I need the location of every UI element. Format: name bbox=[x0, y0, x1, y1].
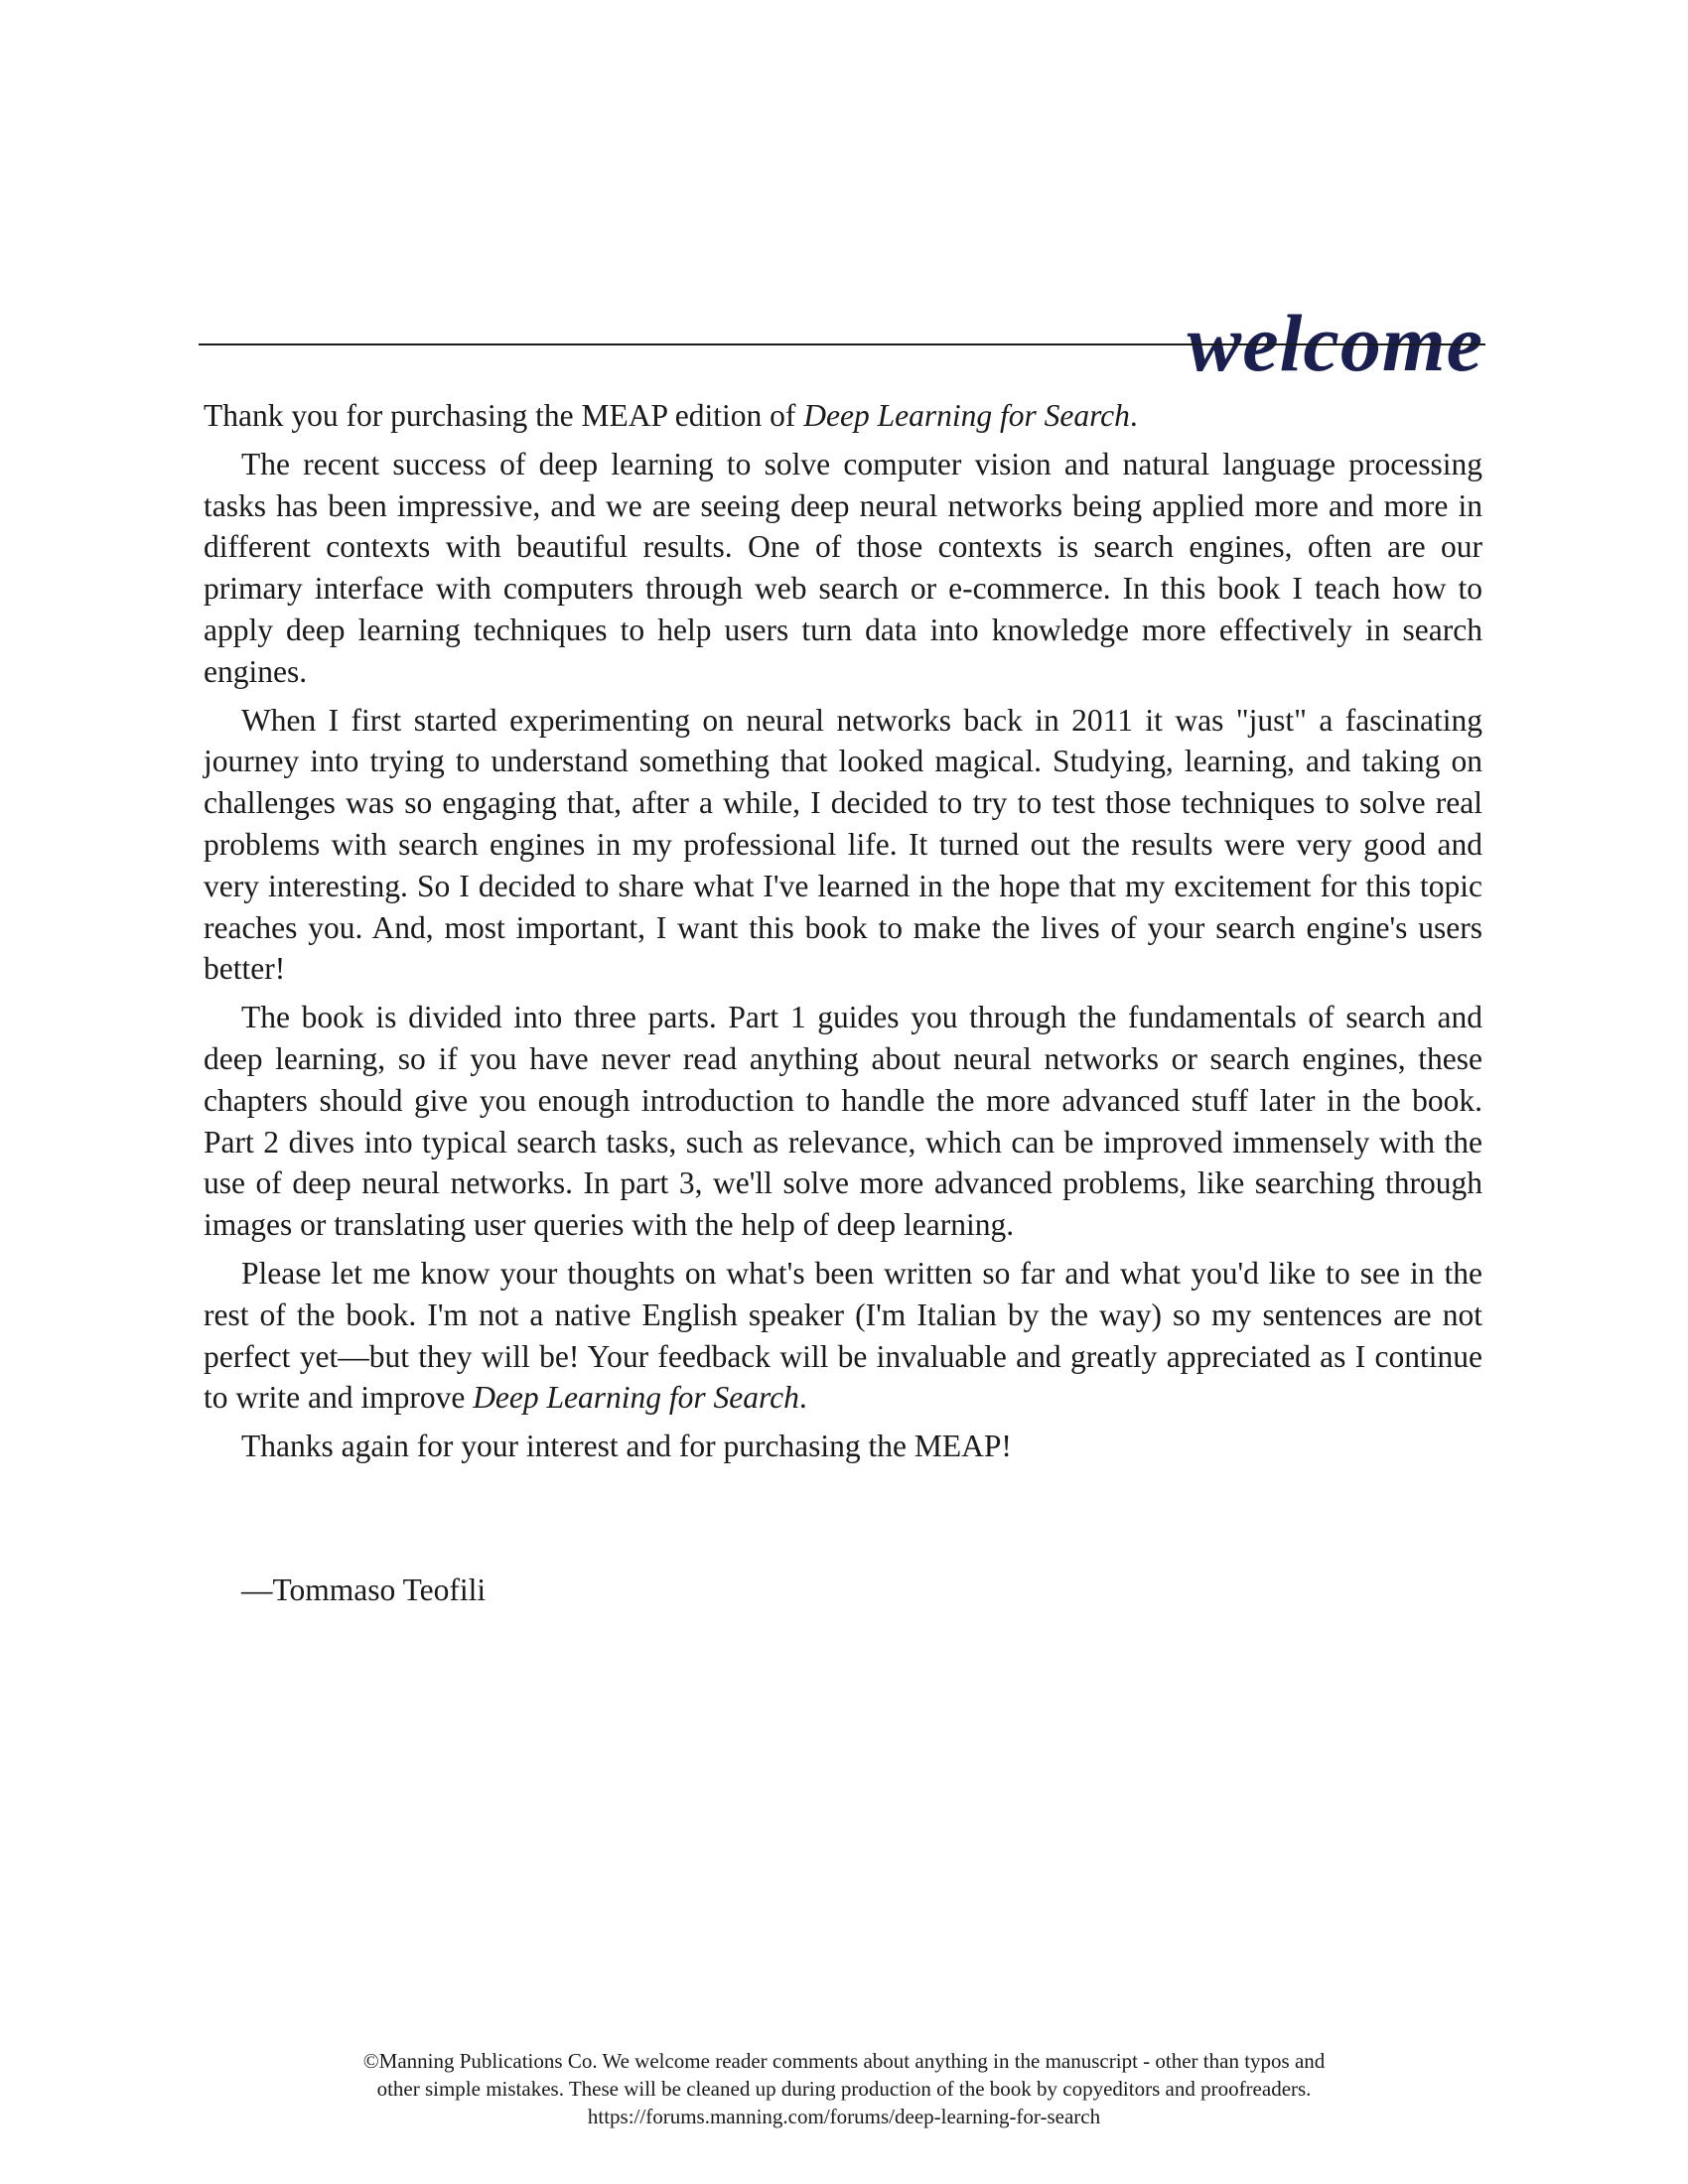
text-run: The book is divided into three parts. Part 1 guides you through the fundamentals of search and deep learning, so if you have never read anything about neural networks or search engines, these chapters should give you enough introduction to handle the more advanced stuff later in the book. Part 2 dives into typical search tasks, such as relevance, which can be improved immensely with the use of deep neural networks. In part 3, we'll solve more advanced problems, like searching through images or translating user queries with the help of deep learning. bbox=[204, 1000, 1482, 1243]
paragraph bbox=[204, 997, 1482, 1246]
forum-url: https://forums.manning.com/forums/deep-learning-for-search bbox=[587, 2105, 1101, 2128]
text-run: Thanks again for your interest and for purchasing the MEAP! bbox=[241, 1429, 1012, 1464]
paragraph-intro bbox=[204, 395, 1482, 437]
author-signature: —Tommaso Teofili bbox=[241, 1572, 487, 1607]
paragraph bbox=[204, 700, 1482, 991]
footer-line: other simple mistakes. These will be cleaned up during production of the book by copyeditors and proofreaders. bbox=[376, 2077, 1312, 2101]
letter-body bbox=[204, 395, 1482, 1474]
page-title: welcome bbox=[1187, 297, 1483, 388]
title-rule bbox=[199, 343, 1485, 345]
text-run: . bbox=[1129, 398, 1138, 433]
copyright-footer bbox=[199, 2047, 1489, 2130]
paragraph bbox=[204, 1426, 1482, 1467]
book-title-italic: Deep Learning for Search bbox=[803, 398, 1130, 433]
footer-line: ©Manning Publications Co. We welcome reader comments about anything in the manuscript - other than typos and bbox=[362, 2049, 1326, 2073]
paragraph bbox=[204, 444, 1482, 693]
text-run: The recent success of deep learning to solve computer vision and natural language processing tasks has been impressive, and we are seeing deep neural networks being applied more and more in different contexts with beautiful results. One of those contexts is search engines, often are our primary interface with computers through web search or e-commerce. In this book I teach how to apply deep learning techniques to help users turn data into knowledge more effectively in search engines. bbox=[204, 446, 1482, 689]
text-run: Thank you for purchasing the MEAP edition of bbox=[204, 398, 804, 433]
text-run: When I first started experimenting on neural networks back in 2011 it was "just" a fascinating journey into trying to understand something that looked magical. Studying, learning, and taking on challenges was so engaging that, after a while, I decided to try to test those techniques to solve real problems with search engines in my professional life. It turned out the results were very good and very interesting. So I decided to share what I've learned in the hope that my excitement for this topic reaches you. And, most important, I want this book to make the lives of your search engine's users better! bbox=[204, 702, 1482, 987]
text-run: Please let me know your thoughts on what's been written so far and what you'd like to see in the rest of the book. I'm not a native English speaker (I'm Italian by the way) so my sentences are not perfect yet—but they will be! Your feedback will be invaluable and greatly appreciated as I continue to write and improve bbox=[204, 1255, 1482, 1416]
paragraph bbox=[204, 1253, 1482, 1419]
book-title-italic: Deep Learning for Search bbox=[473, 1380, 799, 1416]
text-run: . bbox=[798, 1380, 807, 1416]
